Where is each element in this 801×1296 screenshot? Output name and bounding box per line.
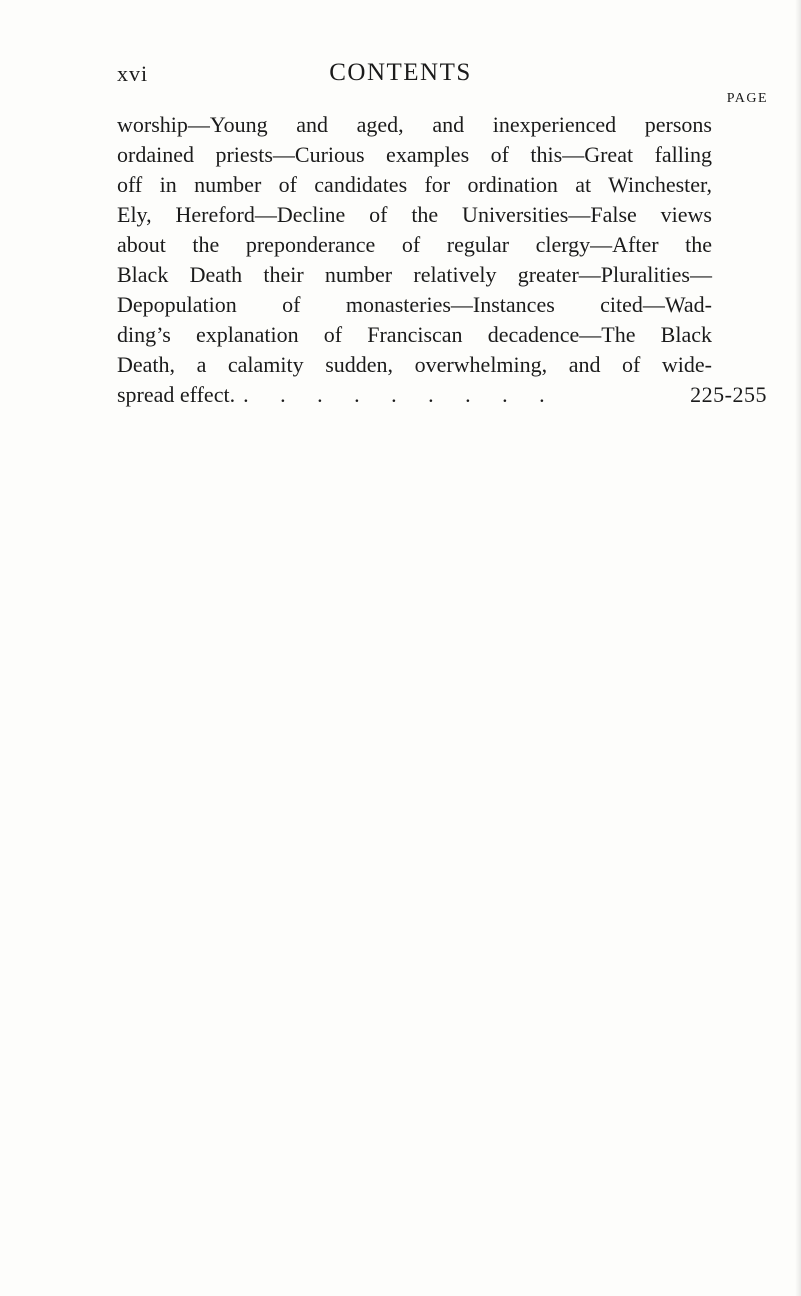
dot-leader: . . . . . . . . . [243, 382, 558, 407]
entry-line: ordained priests—Curious examples of this—Great falling [117, 142, 712, 167]
page-column-label: PAGE [726, 91, 768, 106]
entry-line: worship—Young and aged, and inexperienced persons [117, 112, 712, 137]
entry-line: Black Death their number relatively greater—Pluralities— [117, 262, 712, 287]
page-range: 225-255 [690, 382, 767, 407]
page-number: xvi [117, 61, 149, 86]
entry-line: about the preponderance of regular clergy—After the [117, 232, 712, 257]
running-head: CONTENTS [329, 59, 472, 86]
entry-last-line-text: spread effect. [117, 382, 236, 407]
entry-line: Depopulation of monasteries—Instances cited—Wad- [117, 292, 712, 317]
entry-last-line [117, 380, 767, 410]
contents-entry [117, 110, 767, 410]
entry-line: ding’s explanation of Franciscan decadence—The Black [117, 322, 712, 347]
entry-line: Death, a calamity sudden, overwhelming, and of wide- [117, 352, 712, 377]
page-edge-shadow [795, 0, 801, 1296]
entry-line: off in number of candidates for ordination at Winchester, [117, 172, 712, 197]
entry-line: Ely, Hereford—Decline of the Universities—False views [117, 202, 712, 227]
